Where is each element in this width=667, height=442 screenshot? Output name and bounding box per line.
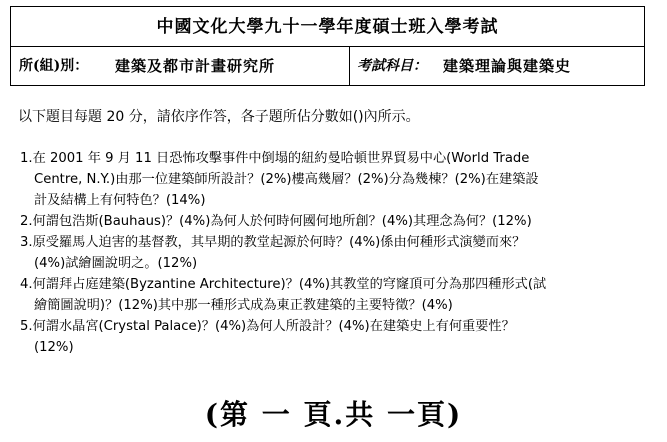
question-list [20, 148, 630, 358]
exam-instructions: 以下題目每題 20 分，請依序作答，各子題所佔分數如()內所示。 [18, 109, 420, 125]
question-5 [20, 316, 630, 358]
subject-label: 考試科目： [357, 58, 427, 74]
question-line: (4%)試繪圖說明之。(12%) [34, 256, 198, 271]
department-label: 所(組)別： [19, 58, 89, 74]
question-line: 2.何謂包浩斯(Bauhaus)？(4%)為何人於何時何國何地所創？(4%)其理念為何？(12%) [20, 214, 532, 229]
exam-info-row [11, 47, 644, 85]
question-line: 繪簡圖說明)？(12%)其中那一種形式成為東正教建築的主要特徵？(4%) [34, 298, 453, 313]
question-line: 計及結構上有何特色？(14%) [34, 193, 206, 208]
exam-title: 中國文化大學九十一學年度碩士班入學考試 [11, 7, 644, 47]
header-divider [349, 47, 350, 85]
question-line: 3.原受羅馬人迫害的基督教，其早期的教堂起源於何時？(4%)係由何種形式演變而來？ [20, 235, 526, 250]
question-1 [20, 148, 630, 211]
question-line: 1.在 2001 年 9 月 11 日恐怖攻擊事件中倒塌的紐約曼哈頓世界貿易中心(World Trade [20, 151, 530, 166]
question-2 [20, 211, 630, 232]
question-line: (12%) [34, 340, 74, 355]
exam-header [10, 6, 645, 86]
subject-value: 建築理論與建築史 [443, 57, 572, 75]
page-number-footer: (第 一 頁.共 一頁) [204, 398, 463, 431]
question-4 [20, 274, 630, 316]
department-value: 建築及都市計畫研究所 [115, 57, 276, 75]
question-line: Centre, N.Y.)由那一位建築師所設計？(2%)樓高幾層？(2%)分為幾棟？(2%)在建築設 [34, 172, 539, 187]
question-3 [20, 232, 630, 274]
question-line: 4.何謂拜占庭建築(Byzantine Architecture)？(4%)其教堂的穹窿頂可分為那四種形式(試 [20, 277, 547, 292]
question-line: 5.何謂水晶宮(Crystal Palace)？(4%)為何人所設計？(4%)在建築史上有何重要性？ [20, 319, 515, 334]
